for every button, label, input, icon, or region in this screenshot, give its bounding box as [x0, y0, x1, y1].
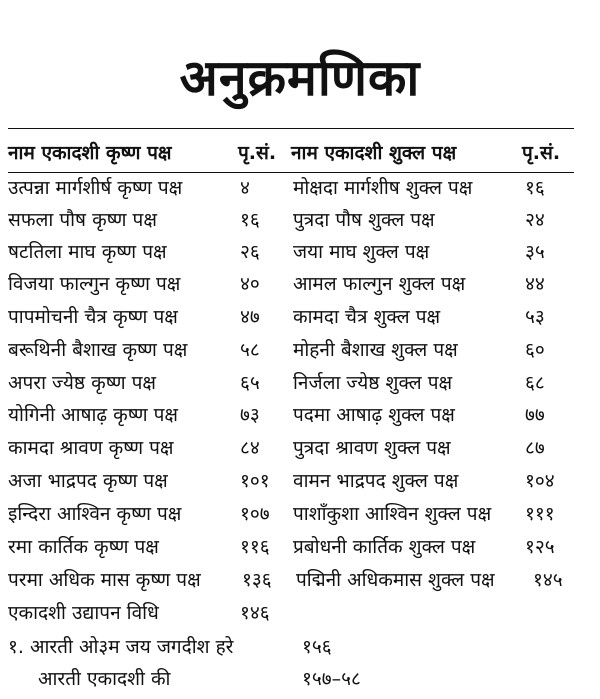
krishna-ekadashi-name: बरूथिनी बैशाख कृष्ण पक्ष: [8, 339, 188, 361]
extra-entry-label: १. आरती ओ३म जय जगदीश हरे: [8, 636, 234, 658]
shukla-page-number: १४५: [533, 569, 563, 591]
table-row: [0, 432, 600, 464]
shukla-ekadashi-name: निर्जला ज्येष्ठ शुक्ल पक्ष: [293, 372, 453, 394]
shukla-page-number: ३५: [525, 241, 545, 263]
table-row: [0, 172, 600, 204]
krishna-page-number: २६: [240, 241, 260, 263]
table-row: [0, 301, 600, 333]
shukla-ekadashi-name: मोहनी बैशाख शुक्ल पक्ष: [293, 339, 458, 361]
header-krishna-name: नाम एकादशी कृष्ण पक्ष: [8, 142, 172, 164]
table-row: [0, 236, 600, 268]
krishna-ekadashi-name: अजा भाद्रपद कृष्ण पक्ष: [8, 470, 168, 492]
shukla-ekadashi-name: पुत्रदा पौष शुक्ल पक्ष: [293, 209, 435, 231]
table-row: [0, 465, 600, 497]
shukla-page-number: १६: [525, 177, 545, 199]
extra-row: [0, 663, 600, 695]
table-row: [0, 268, 600, 300]
shukla-page-number: १११: [525, 503, 555, 525]
header-shukla-name: नाम एकादशी शुक्ल पक्ष: [291, 142, 457, 164]
krishna-ekadashi-name: विजया फाल्गुन कृष्ण पक्ष: [8, 273, 181, 295]
shukla-ekadashi-name: पाशाँकुशा आश्विन शुक्ल पक्ष: [293, 503, 492, 525]
header-shukla-page: पृ.सं.: [522, 142, 561, 164]
shukla-ekadashi-name: पद्मिनी अधिकमास शुक्ल पक्ष: [296, 569, 495, 591]
extra-entry-label: आरती एकादशी की: [38, 668, 171, 690]
shukla-page-number: १०४: [525, 470, 555, 492]
shukla-page-number: ६८: [525, 372, 545, 394]
table-top-rule: [8, 128, 574, 129]
krishna-page-number: ११६: [240, 536, 270, 558]
krishna-page-number: १०७: [240, 503, 270, 525]
shukla-page-number: ४४: [525, 273, 545, 295]
shukla-ekadashi-name: पुत्रदा श्रावण शुक्ल पक्ष: [293, 437, 451, 459]
krishna-page-number: ८४: [240, 437, 260, 459]
shukla-ekadashi-name: आमल फाल्गुन शुक्ल पक्ष: [293, 273, 466, 295]
table-row: [0, 564, 600, 596]
krishna-page-number: ६५: [240, 372, 260, 394]
krishna-ekadashi-name: कामदा श्रावण कृष्ण पक्ष: [8, 437, 174, 459]
shukla-page-number: ८७: [525, 437, 545, 459]
shukla-ekadashi-name: कामदा चैत्र शुक्ल पक्ष: [293, 306, 441, 328]
extra-entry-page: १५७–५८: [302, 668, 361, 690]
table-row: [0, 204, 600, 236]
krishna-page-number: ५८: [240, 339, 260, 361]
krishna-ekadashi-name: योगिनी आषाढ़ कृष्ण पक्ष: [8, 404, 179, 426]
krishna-ekadashi-name: अपरा ज्येष्ठ कृष्ण पक्ष: [8, 372, 157, 394]
shukla-page-number: २४: [525, 209, 545, 231]
krishna-ekadashi-name: पापमोचनी चैत्र कृष्ण पक्ष: [8, 306, 178, 328]
krishna-ekadashi-name: उत्पन्ना मार्गशीर्ष कृष्ण पक्ष: [8, 177, 183, 199]
shukla-ekadashi-name: जया माघ शुक्ल पक्ष: [293, 241, 430, 263]
extra-row: [0, 597, 600, 629]
krishna-page-number: ४७: [240, 306, 260, 328]
header-krishna-page: पृ.सं.: [238, 142, 277, 164]
krishna-page-number: ४: [240, 177, 250, 199]
krishna-ekadashi-name: रमा कार्तिक कृष्ण पक्ष: [8, 536, 159, 558]
shukla-page-number: ६०: [525, 339, 545, 361]
shukla-page-number: ७७: [525, 404, 545, 426]
shukla-ekadashi-name: वामन भाद्रपद शुक्ल पक्ष: [293, 470, 459, 492]
table-row: [0, 498, 600, 530]
table-row: [0, 531, 600, 563]
krishna-ekadashi-name: परमा अधिक मास कृष्ण पक्ष: [8, 569, 201, 591]
shukla-ekadashi-name: मोक्षदा मार्गशीष शुक्ल पक्ष: [293, 177, 473, 199]
table-row: [0, 367, 600, 399]
krishna-page-number: १६: [240, 209, 260, 231]
krishna-ekadashi-name: सफला पौष कृष्ण पक्ष: [8, 209, 157, 231]
extra-entry-page: १५६: [302, 636, 332, 658]
krishna-page-number: १०१: [240, 470, 270, 492]
extra-row: [0, 631, 600, 663]
table-row: [0, 399, 600, 431]
krishna-page-number: ७३: [240, 404, 260, 426]
krishna-ekadashi-name: इन्दिरा आश्विन कृष्ण पक्ष: [8, 503, 182, 525]
shukla-page-number: १२५: [525, 536, 555, 558]
krishna-ekadashi-name: षटतिला माघ कृष्ण पक्ष: [8, 241, 167, 263]
shukla-ekadashi-name: पदमा आषाढ़ शुक्ल पक्ष: [293, 404, 455, 426]
krishna-page-number: ४०: [240, 273, 260, 295]
krishna-page-number: १३६: [242, 569, 272, 591]
shukla-page-number: ५३: [525, 306, 545, 328]
shukla-ekadashi-name: प्रबोधनी कार्तिक शुक्ल पक्ष: [293, 536, 476, 558]
extra-entry-page: १४६: [240, 602, 270, 624]
extra-entry-label: एकादशी उद्यापन विधि: [8, 602, 159, 624]
table-row: [0, 334, 600, 366]
page-title: अनुक्रमणिका: [179, 48, 421, 107]
